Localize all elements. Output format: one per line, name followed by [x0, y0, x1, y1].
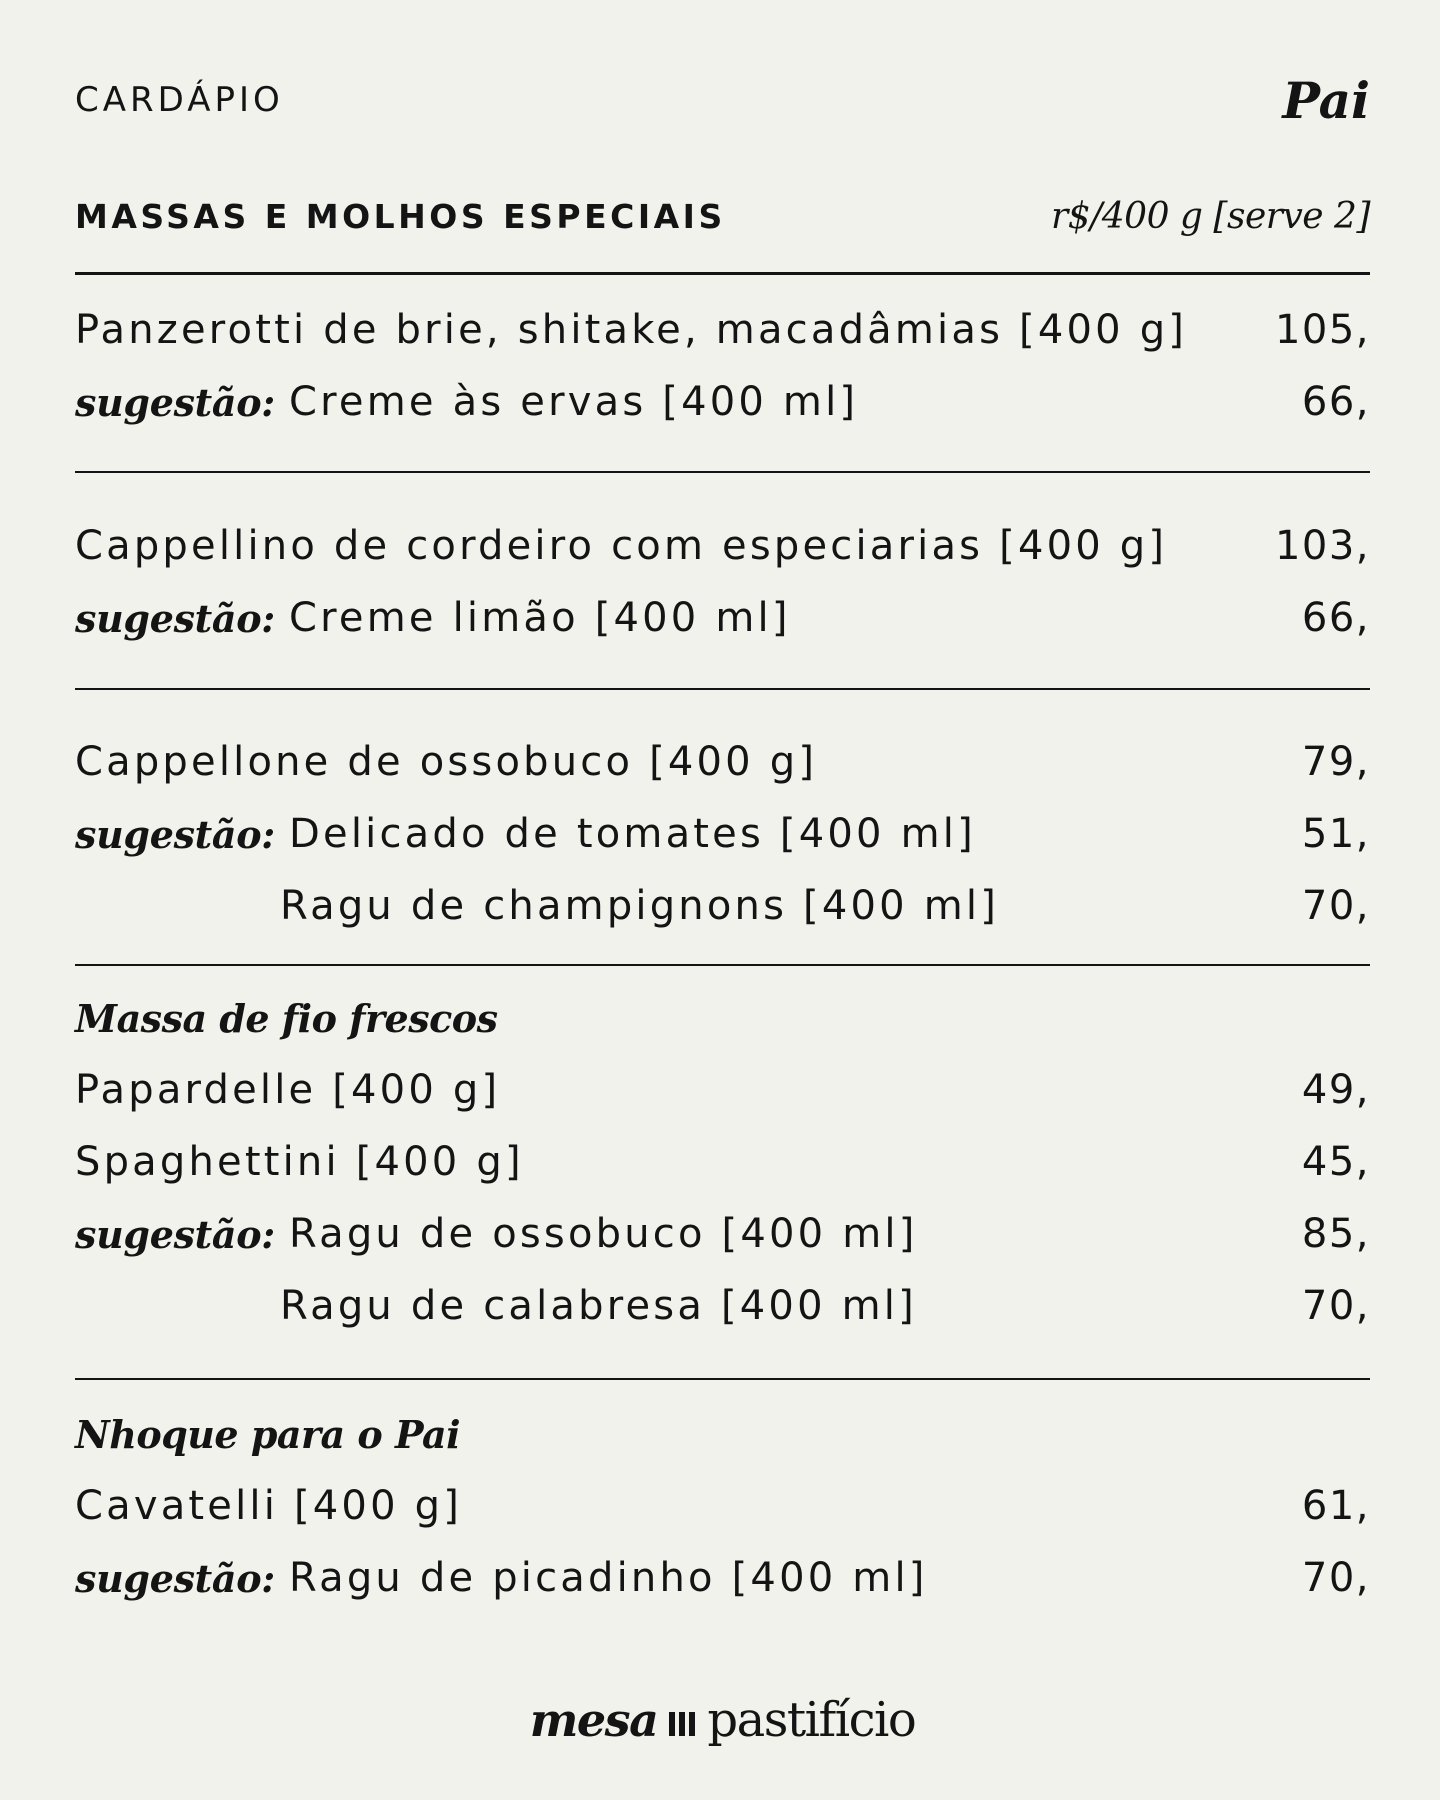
- brand-logo: [75, 1690, 1370, 1750]
- top-bar: [75, 70, 1370, 130]
- suggestion-item: [75, 1204, 1370, 1264]
- item-name: Spaghettini [400 g]: [75, 1139, 524, 1185]
- menu-item: [75, 1132, 1370, 1192]
- price-unit: r$/400 g [serve 2]: [1051, 195, 1370, 237]
- suggestion-item: [75, 1276, 1370, 1336]
- divider: [75, 272, 1370, 275]
- divider: [75, 471, 1370, 473]
- three-bars-icon: [669, 1712, 695, 1736]
- divider: [75, 1378, 1370, 1380]
- item-price: 79,: [1301, 739, 1370, 785]
- item-price: 66,: [1301, 379, 1370, 425]
- item-name: Panzerotti de brie, shitake, macadâmias [400 g]: [75, 307, 1188, 353]
- suggestion-item: [75, 804, 1370, 864]
- item-name: Papardelle [400 g]: [75, 1067, 501, 1113]
- item-price: 103,: [1274, 523, 1370, 569]
- menu-item: [75, 516, 1370, 576]
- group-title: Nhoque para o Pai: [75, 1411, 461, 1457]
- suggestion-label: sugestão:: [75, 1555, 276, 1601]
- suggestion-label: sugestão:: [75, 811, 276, 857]
- item-price: 85,: [1301, 1211, 1370, 1257]
- suggestion-label: sugestão:: [75, 1211, 276, 1257]
- divider: [75, 688, 1370, 690]
- menu-item: [75, 300, 1370, 360]
- divider: [75, 964, 1370, 966]
- menu-item: [75, 732, 1370, 792]
- suggestion-label: sugestão:: [75, 595, 276, 641]
- menu-item: [75, 1476, 1370, 1536]
- item-name: Cavatelli [400 g]: [75, 1483, 463, 1529]
- suggestion-item: [75, 372, 1370, 432]
- item-price: 105,: [1274, 307, 1370, 353]
- section-title: MASSAS E MOLHOS ESPECIAIS: [75, 196, 726, 236]
- item-price: 51,: [1301, 811, 1370, 857]
- item-name: Cappellino de cordeiro com especiarias [400 g]: [75, 523, 1168, 569]
- item-price: 45,: [1301, 1139, 1370, 1185]
- menu-label: CARDÁPIO: [75, 80, 284, 120]
- item-price: 70,: [1301, 883, 1370, 929]
- suggestion-label: sugestão:: [75, 379, 276, 425]
- item-name: Delicado de tomates [400 ml]: [289, 811, 976, 857]
- suggestion-item: [75, 588, 1370, 648]
- item-price: 70,: [1301, 1283, 1370, 1329]
- suggestion-item: [75, 876, 1370, 936]
- item-name: Ragu de ossobuco [400 ml]: [289, 1211, 918, 1257]
- item-price: 70,: [1301, 1555, 1370, 1601]
- menu-page: [75, 0, 1370, 1800]
- menu-name: Pai: [1282, 70, 1370, 130]
- item-name: Cappellone de ossobuco [400 g]: [75, 739, 818, 785]
- group-title-row: [75, 1404, 1370, 1464]
- brand-pastificio: pastifício: [707, 1692, 916, 1748]
- suggestion-item: [75, 1548, 1370, 1608]
- item-name: Ragu de picadinho [400 ml]: [289, 1555, 928, 1601]
- item-price: 49,: [1301, 1067, 1370, 1113]
- item-name: Creme às ervas [400 ml]: [289, 379, 859, 425]
- item-name: Creme limão [400 ml]: [289, 595, 791, 641]
- menu-item: [75, 1060, 1370, 1120]
- item-price: 61,: [1301, 1483, 1370, 1529]
- group-title: Massa de fio frescos: [75, 995, 498, 1041]
- brand-mesa: mesa: [529, 1693, 658, 1747]
- item-name: Ragu de calabresa [400 ml]: [280, 1283, 917, 1329]
- item-price: 66,: [1301, 595, 1370, 641]
- item-name: Ragu de champignons [400 ml]: [280, 883, 999, 929]
- section-header: [75, 188, 1370, 244]
- group-title-row: [75, 988, 1370, 1048]
